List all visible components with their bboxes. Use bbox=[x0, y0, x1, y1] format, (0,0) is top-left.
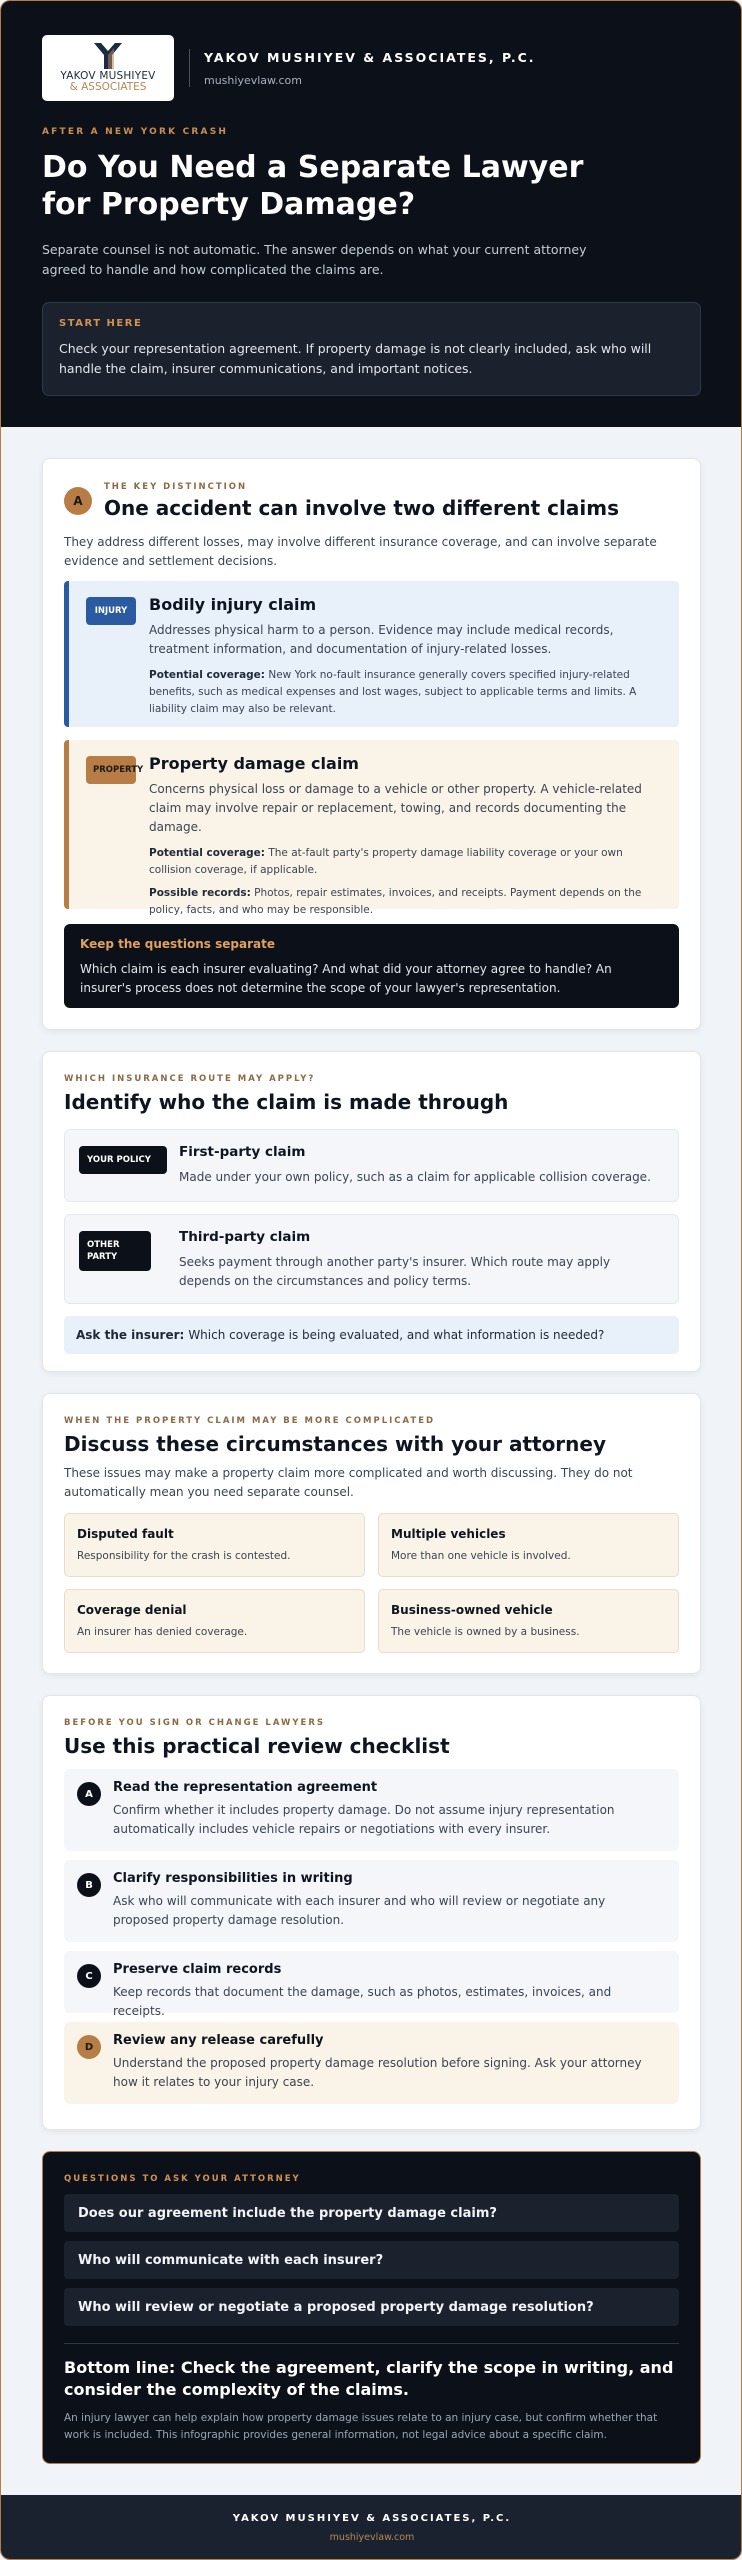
brand-divider bbox=[189, 49, 190, 87]
hero-header bbox=[1, 1, 741, 427]
bottom-line: Bottom line: Check the agreement, clarify the scope in writing, and consider the complexity of the claims. bbox=[64, 2358, 674, 2399]
brand-row bbox=[42, 35, 701, 101]
firm-name: YAKOV MUSHIYEV & ASSOCIATES, P.C. bbox=[204, 49, 536, 65]
injury-coverage-note bbox=[149, 667, 663, 718]
injury-claim-desc: Addresses physical harm to a person. Evidence may include medical records, treatment information, and documentation of injury-related losses. bbox=[149, 623, 614, 656]
checklist-item-desc: Keep records that document the damage, such as photos, estimates, invoices, and receipts. bbox=[113, 1985, 612, 2018]
questions-kicker: QUESTIONS TO ASK YOUR ATTORNEY bbox=[64, 2174, 301, 2184]
other-party-tag-line1: OTHER bbox=[87, 1240, 120, 1250]
distinction-kicker: THE KEY DISTINCTION bbox=[104, 482, 248, 492]
logo-monogram-icon bbox=[88, 43, 128, 69]
footer-firm-url[interactable]: mushiyevlaw.com bbox=[329, 2532, 415, 2543]
start-here-box bbox=[42, 302, 701, 396]
circumstance-business-vehicle bbox=[378, 1589, 679, 1653]
logo-text-associates: & ASSOCIATES bbox=[69, 81, 147, 93]
checklist-item-desc: Confirm whether it includes property damage. Do not assume injury representation automatically includes vehicle repairs or negotiations with every insurer. bbox=[113, 1803, 615, 1836]
property-claim-title: Property damage claim bbox=[149, 754, 359, 773]
first-party-route bbox=[64, 1129, 679, 1202]
start-here-text: Check your representation agreement. If property damage is not clearly included, ask who will handle the claim, insurer communications, and important notices. bbox=[59, 341, 652, 376]
other-party-tag bbox=[79, 1231, 151, 1271]
ask-insurer-label: Ask the insurer: bbox=[76, 1328, 185, 1342]
circumstance-title: Disputed fault bbox=[77, 1527, 174, 1541]
third-party-title: Third-party claim bbox=[179, 1229, 311, 1245]
brand-text bbox=[204, 50, 536, 87]
property-records-note bbox=[149, 885, 663, 919]
separate-questions-note bbox=[64, 924, 679, 1008]
firm-logo[interactable] bbox=[42, 35, 174, 101]
distinction-header bbox=[43, 482, 700, 520]
complicated-title: Discuss these circumstances with your attorney bbox=[64, 1432, 607, 1456]
checklist-card bbox=[42, 1695, 701, 2130]
checklist-marker: A bbox=[77, 1782, 101, 1806]
checklist-kicker: BEFORE YOU SIGN OR CHANGE LAWYERS bbox=[64, 1718, 326, 1728]
circumstance-desc: More than one vehicle is involved. bbox=[391, 1550, 571, 1562]
question-item: Who will review or negotiate a proposed property damage resolution? bbox=[64, 2288, 679, 2326]
separate-questions-label: Keep the questions separate bbox=[80, 937, 275, 951]
page-title: Do You Need a Separate Lawyer for Property Damage? bbox=[42, 150, 584, 222]
circumstance-desc: Responsibility for the crash is contested. bbox=[77, 1550, 291, 1562]
checklist-marker: D bbox=[77, 2035, 101, 2059]
checklist-item-title: Read the representation agreement bbox=[113, 1780, 378, 1795]
first-party-desc: Made under your own policy, such as a claim for applicable collision coverage. bbox=[179, 1170, 651, 1184]
checklist-marker: C bbox=[77, 1964, 101, 1988]
complicated-intro: These issues may make a property claim more complicated and worth discussing. They do not automatically mean you need separate counsel. bbox=[64, 1466, 633, 1499]
distinction-title: One accident can involve two different claims bbox=[104, 496, 619, 520]
circumstance-title: Multiple vehicles bbox=[391, 1527, 506, 1541]
footer-firm-name: YAKOV MUSHIYEV & ASSOCIATES, P.C. bbox=[232, 2513, 512, 2524]
checklist-item-desc: Understand the proposed property damage resolution before signing. Ask your attorney how it relates to your injury case. bbox=[113, 2056, 642, 2089]
property-coverage-text: The at-fault party's property damage liability coverage or your own collision coverage, if applicable. bbox=[149, 847, 623, 876]
complicated-kicker: WHEN THE PROPERTY CLAIM MAY BE MORE COMPLICATED bbox=[64, 1416, 436, 1426]
separate-questions-text: Which claim is each insurer evaluating? And what did your attorney agree to handle? An insurer's process does not determine the scope of your lawyer's representation. bbox=[80, 962, 612, 995]
third-party-desc: Seeks payment through another party's insurer. Which route may apply depends on the circumstances and policy terms. bbox=[179, 1255, 611, 1288]
question-item: Does our agreement include the property damage claim? bbox=[64, 2194, 679, 2232]
question-item: Who will communicate with each insurer? bbox=[64, 2241, 679, 2279]
checklist-item-title: Review any release carefully bbox=[113, 2033, 324, 2048]
questions-card bbox=[42, 2151, 701, 2464]
circumstance-title: Business-owned vehicle bbox=[391, 1603, 553, 1617]
injury-claim-box bbox=[64, 581, 679, 727]
circumstance-desc: The vehicle is owned by a business. bbox=[391, 1626, 580, 1638]
injury-claim-title: Bodily injury claim bbox=[149, 595, 317, 614]
distinction-intro: They address different losses, may involve different insurance coverage, and can involve separate evidence and settlement decisions. bbox=[64, 535, 657, 568]
third-party-route bbox=[64, 1214, 679, 1304]
property-records-text: Photos, repair estimates, invoices, and receipts. Payment depends on the policy, facts, and who may be responsible. bbox=[149, 887, 642, 916]
circumstance-title: Coverage denial bbox=[77, 1603, 187, 1617]
injury-tag: INJURY bbox=[86, 597, 136, 625]
circumstances-grid bbox=[64, 1513, 679, 1653]
checklist-item-desc: Ask who will communicate with each insurer and who will review or negotiate any proposed property damage resolution. bbox=[113, 1894, 606, 1927]
firm-url[interactable]: mushiyevlaw.com bbox=[204, 73, 303, 87]
injury-coverage-label: Potential coverage: bbox=[149, 669, 265, 681]
complicated-card bbox=[42, 1393, 701, 1674]
checklist-title: Use this practical review checklist bbox=[64, 1734, 450, 1758]
property-claim-box bbox=[64, 740, 679, 916]
questions-divider bbox=[64, 2343, 679, 2344]
property-tag: PROPERTY bbox=[86, 756, 136, 784]
property-coverage-note bbox=[149, 845, 663, 879]
other-party-tag-line2: PARTY bbox=[87, 1252, 118, 1262]
checklist-item-title: Preserve claim records bbox=[113, 1962, 282, 1977]
checklist-item bbox=[64, 1951, 679, 2018]
checklist-item bbox=[64, 1769, 679, 1851]
checklist-item bbox=[64, 1860, 679, 1942]
first-party-title: First-party claim bbox=[179, 1144, 306, 1160]
your-policy-tag: YOUR POLICY bbox=[79, 1146, 167, 1174]
insurance-route-card bbox=[42, 1051, 701, 1372]
section-badge: A bbox=[64, 487, 92, 515]
circumstance-multiple-vehicles bbox=[378, 1513, 679, 1577]
property-claim-desc: Concerns physical loss or damage to a vehicle or other property. A vehicle-related claim may involve repair or replacement, towing, and records documenting the damage. bbox=[149, 782, 642, 834]
start-here-label: START HERE bbox=[59, 318, 143, 329]
property-records-label: Possible records: bbox=[149, 887, 251, 899]
checklist-item-title: Clarify responsibilities in writing bbox=[113, 1871, 353, 1886]
ask-insurer-box bbox=[64, 1316, 679, 1354]
page-footer bbox=[1, 2495, 742, 2560]
distinction-card bbox=[42, 458, 701, 1030]
circumstance-coverage-denial bbox=[64, 1589, 365, 1653]
routes-title: Identify who the claim is made through bbox=[64, 1090, 509, 1114]
checklist-marker: B bbox=[77, 1873, 101, 1897]
hero-kicker: AFTER A NEW YORK CRASH bbox=[42, 127, 229, 137]
injury-coverage-text: New York no-fault insurance generally covers specified injury-related benefits, such as medical expenses and lost wages, subject to applicable terms and limits. A liability claim may also be relevant. bbox=[149, 669, 637, 715]
routes-kicker: WHICH INSURANCE ROUTE MAY APPLY? bbox=[64, 1074, 316, 1084]
hero-subtitle: Separate counsel is not automatic. The answer depends on what your current attorney agreed to handle and how complicated the claims are. bbox=[42, 242, 587, 277]
circumstance-desc: An insurer has denied coverage. bbox=[77, 1626, 248, 1638]
logo-text-name: YAKOV MUSHIYEV bbox=[60, 70, 156, 82]
disclaimer: An injury lawyer can help explain how property damage issues relate to an injury case, but confirm whether that work is included. This infographic provides general information, not legal advice about a specific claim. bbox=[64, 2412, 658, 2441]
circumstance-disputed-fault bbox=[64, 1513, 365, 1577]
property-coverage-label: Potential coverage: bbox=[149, 847, 265, 859]
checklist-item bbox=[64, 2022, 679, 2104]
ask-insurer-text: Which coverage is being evaluated, and what information is needed? bbox=[188, 1328, 605, 1342]
